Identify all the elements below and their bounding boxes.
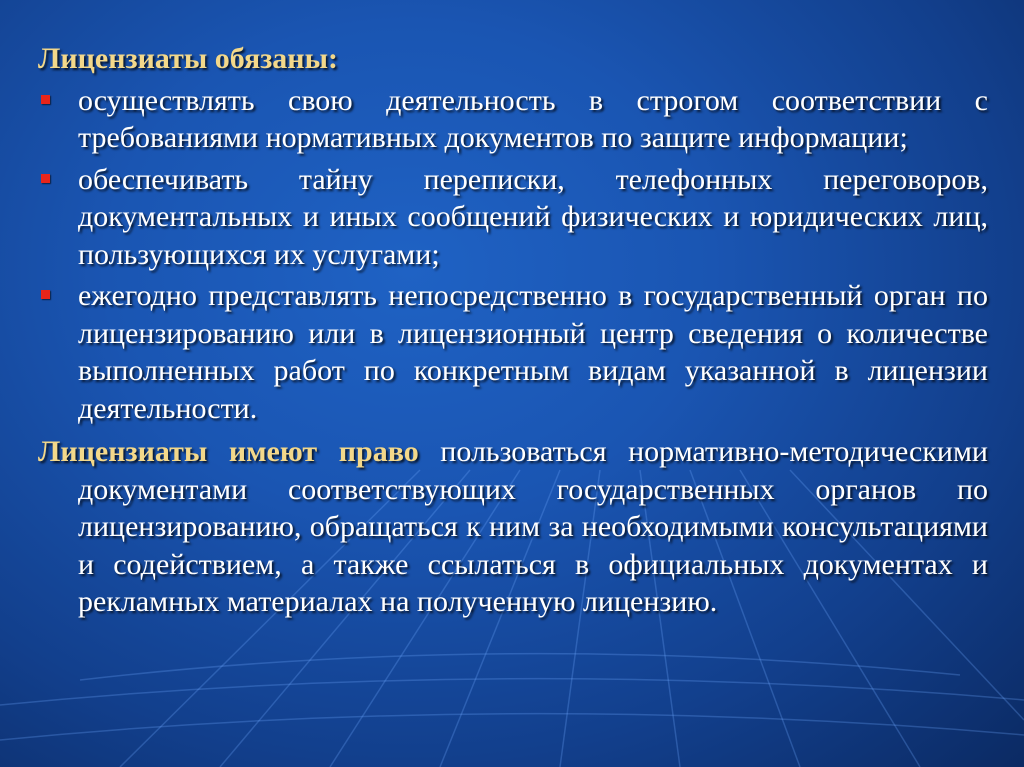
duties-list bbox=[38, 82, 988, 428]
duty-text: обеспечивать тайну переписки, телефонных переговоров, документальных и иных сообщений физических и юридических лиц, пользующихся их услугами; bbox=[78, 162, 988, 271]
list-item bbox=[38, 277, 988, 427]
duty-text: осуществлять свою деятельность в строгом соответствии с требованиями нормативных документов по защите информации; bbox=[78, 83, 988, 154]
rights-text: пользоваться нормативно-методическими документами соответствующих государственных органов по лицензированию, обращаться к ним за необходимыми консультациями и содействием, а также ссылаться в официальных документах и рекламных материалах на полученную лицензию. bbox=[78, 435, 988, 618]
slide-content bbox=[38, 40, 988, 651]
list-item bbox=[38, 82, 988, 157]
red-square-bullet-icon bbox=[41, 95, 50, 104]
duty-text: ежегодно представлять непосредственно в государственный орган по лицензированию или в лицензионный центр сведения о количестве выполненных работ по конкретным видам указанной в лицензии деятельности. bbox=[78, 279, 988, 425]
rights-lead: Лицензиаты имеют право bbox=[38, 435, 419, 468]
duties-heading: Лицензиаты обязаны: bbox=[38, 42, 338, 75]
red-square-bullet-icon bbox=[41, 174, 50, 183]
red-square-bullet-icon bbox=[41, 290, 50, 299]
list-item bbox=[38, 161, 988, 274]
rights-paragraph bbox=[38, 433, 988, 621]
